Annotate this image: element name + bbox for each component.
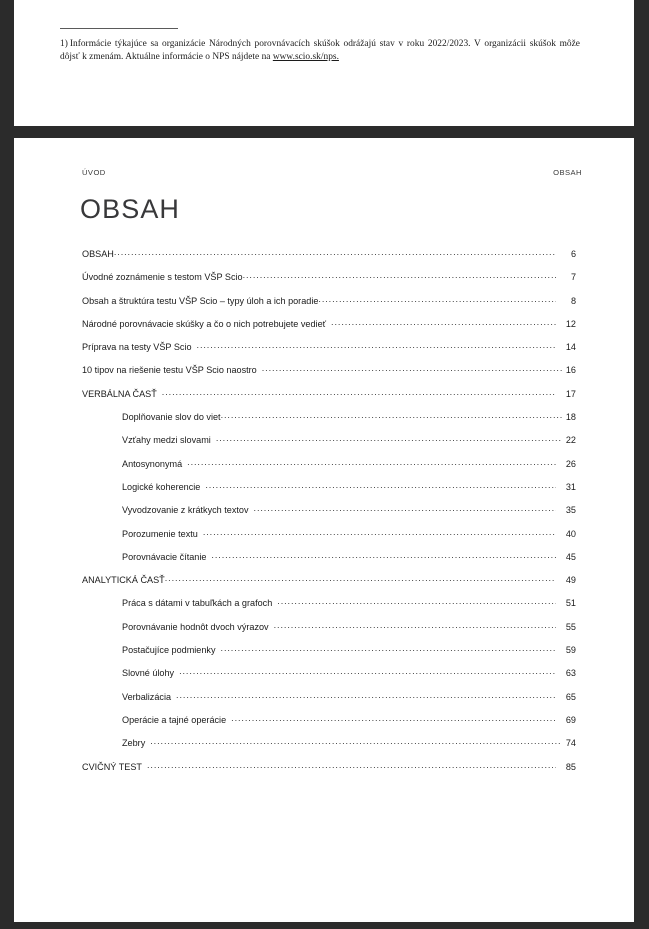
toc-entry-page-number: 85 xyxy=(565,761,576,772)
toc-dot-leader xyxy=(221,644,556,653)
toc-entry[interactable] xyxy=(82,481,576,504)
toc-dot-leader xyxy=(150,737,562,746)
toc-entry[interactable] xyxy=(82,458,576,481)
table-of-contents xyxy=(82,248,576,784)
page-sheet-contents xyxy=(14,138,634,922)
toc-dot-leader xyxy=(176,691,556,700)
toc-entry[interactable] xyxy=(82,434,576,457)
toc-entry[interactable] xyxy=(82,574,576,597)
footnote-text xyxy=(60,38,580,65)
toc-dot-leader xyxy=(318,295,556,304)
toc-entry[interactable] xyxy=(82,528,576,551)
running-heads xyxy=(82,168,582,177)
toc-entry[interactable] xyxy=(82,271,576,294)
toc-entry-page-number: 35 xyxy=(565,505,576,516)
footnote-marker: 1) xyxy=(60,39,68,49)
toc-entry-label: Doplňovanie slov do viet xyxy=(122,412,221,423)
toc-dot-leader xyxy=(221,411,562,420)
toc-entry-page-number: 7 xyxy=(570,272,576,283)
toc-dot-leader xyxy=(197,341,556,350)
toc-dot-leader xyxy=(262,364,562,373)
toc-entry-page-number: 65 xyxy=(565,691,576,702)
toc-entry-page-number: 74 xyxy=(565,738,576,749)
toc-entry-page-number: 63 xyxy=(565,668,576,679)
toc-dot-leader xyxy=(203,528,556,537)
toc-entry-page-number: 31 xyxy=(565,481,576,492)
toc-dot-leader xyxy=(114,248,556,257)
toc-entry-label: Logické koherencie xyxy=(122,481,201,492)
toc-entry-page-number: 6 xyxy=(570,249,576,259)
toc-entry[interactable] xyxy=(82,388,576,411)
toc-entry-page-number: 26 xyxy=(565,458,576,469)
toc-entry-page-number: 18 xyxy=(565,412,576,423)
toc-entry-page-number: 22 xyxy=(565,435,576,446)
toc-entry[interactable] xyxy=(82,761,576,784)
toc-entry[interactable] xyxy=(82,714,576,737)
toc-entry-page-number: 59 xyxy=(565,645,576,656)
toc-entry[interactable] xyxy=(82,644,576,667)
page-sheet-footnote xyxy=(14,0,634,126)
toc-entry-label: Vzťahy medzi slovami xyxy=(122,435,211,446)
running-head-right: OBSAH xyxy=(553,168,582,177)
toc-dot-leader xyxy=(162,388,556,397)
footnote-separator-rule xyxy=(60,28,178,29)
toc-entry-label: Obsah a štruktúra testu VŠP Scio – typy úloh a ich poradie xyxy=(82,295,319,306)
toc-dot-leader xyxy=(187,458,556,467)
toc-dot-leader xyxy=(254,504,556,513)
toc-entry[interactable] xyxy=(82,737,576,760)
toc-entry-page-number: 8 xyxy=(570,295,576,306)
toc-entry-label: Zebry xyxy=(122,738,146,749)
toc-entry-page-number: 45 xyxy=(565,551,576,562)
toc-dot-leader xyxy=(211,551,556,560)
toc-entry-page-number: 12 xyxy=(565,318,576,329)
toc-entry-label: Porozumenie textu xyxy=(122,528,198,539)
toc-entry-label: Porovnávanie hodnôt dvoch výrazov xyxy=(122,621,269,632)
page-title: OBSAH xyxy=(80,194,181,224)
toc-entry-label: VERBÁLNA ČASŤ xyxy=(82,388,157,399)
toc-entry[interactable] xyxy=(82,691,576,714)
toc-entry-label: Antosynonymá xyxy=(122,458,183,469)
toc-entry-label: Operácie a tajné operácie xyxy=(122,714,227,725)
toc-entry[interactable] xyxy=(82,364,576,387)
toc-entry-label: 10 tipov na riešenie testu VŠP Scio naostro xyxy=(82,365,257,376)
toc-entry-page-number: 51 xyxy=(565,598,576,609)
toc-entry-page-number: 40 xyxy=(565,528,576,539)
toc-entry-label: ANALYTICKÁ ČASŤ xyxy=(82,575,165,586)
toc-dot-leader xyxy=(274,621,556,630)
toc-entry-label: Národné porovnávacie skúšky a čo o nich potrebujete vedieť xyxy=(82,318,327,329)
footnote-body: Informácie týkajúce sa organizácie Národných porovnávacích skúšok odrážajú stav v roku 2022/2023. V organizácii skúšok môže dôjsť k zmenám. Aktuálne informácie o NPS nájdete na xyxy=(60,39,580,63)
toc-entry[interactable] xyxy=(82,621,576,644)
running-head-left: ÚVOD xyxy=(82,168,106,177)
toc-entry[interactable] xyxy=(82,504,576,527)
toc-entry-label: Práca s dátami v tabuľkách a grafoch xyxy=(122,598,273,609)
toc-dot-leader xyxy=(216,434,562,443)
toc-entry-label: Verbalizácia xyxy=(122,691,172,702)
toc-entry[interactable] xyxy=(82,667,576,690)
footnote-block xyxy=(60,28,580,65)
toc-dot-leader xyxy=(331,318,556,327)
toc-entry[interactable] xyxy=(82,248,576,271)
toc-entry-label: CVIČNÝ TEST xyxy=(82,761,142,772)
toc-entry-label: Slovné úlohy xyxy=(122,668,175,679)
toc-dot-leader xyxy=(277,597,556,606)
toc-entry-label: Postačujíce podmienky xyxy=(122,645,216,656)
toc-entry[interactable] xyxy=(82,597,576,620)
toc-entry[interactable] xyxy=(82,341,576,364)
toc-entry-page-number: 17 xyxy=(565,388,576,399)
toc-entry-label: Príprava na testy VŠP Scio xyxy=(82,342,192,353)
footnote-link[interactable]: www.scio.sk/nps. xyxy=(272,52,339,63)
toc-entry-page-number: 55 xyxy=(565,621,576,632)
toc-dot-leader xyxy=(147,761,556,770)
toc-entry-page-number: 49 xyxy=(565,575,576,586)
toc-entry[interactable] xyxy=(82,295,576,318)
toc-entry-page-number: 16 xyxy=(565,365,576,376)
toc-entry-label: Porovnávacie čítanie xyxy=(122,551,207,562)
toc-entry-page-number: 14 xyxy=(565,342,576,353)
toc-entry[interactable] xyxy=(82,551,576,574)
toc-dot-leader xyxy=(243,271,556,280)
toc-entry-label: Úvodné zoznámenie s testom VŠP Scio xyxy=(82,272,243,283)
toc-dot-leader xyxy=(231,714,556,723)
toc-entry-label: OBSAH xyxy=(82,249,114,259)
toc-entry-label: Vyvodzovanie z krátkych textov xyxy=(122,505,249,516)
toc-dot-leader xyxy=(165,574,556,583)
toc-dot-leader xyxy=(205,481,556,490)
toc-entry-page-number: 69 xyxy=(565,714,576,725)
toc-entry[interactable] xyxy=(82,411,576,434)
toc-dot-leader xyxy=(179,667,556,676)
toc-entry[interactable] xyxy=(82,318,576,341)
